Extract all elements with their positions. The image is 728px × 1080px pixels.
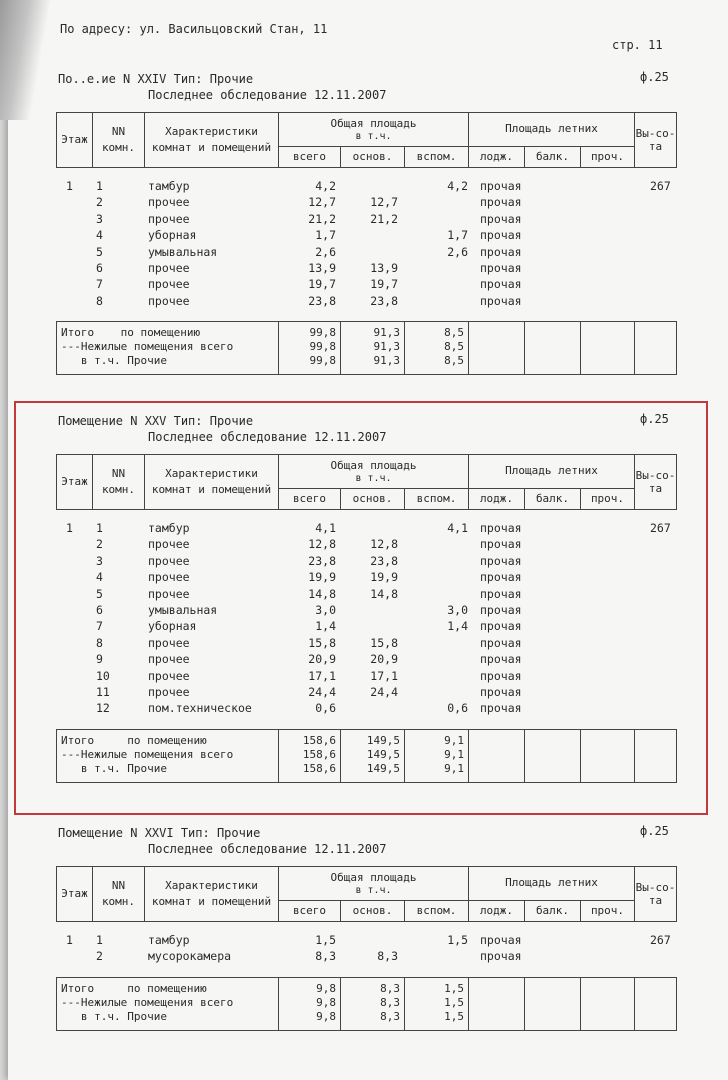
totals-area-aux: [405, 729, 469, 782]
total-label: в т.ч. Прочие: [61, 1009, 167, 1023]
totals-area-aux: [405, 322, 469, 375]
floor-cell: 1: [66, 179, 73, 193]
area-aux-cell: 1,4: [447, 619, 468, 634]
totals-other: [581, 729, 635, 782]
page-fold-shadow: [0, 0, 52, 120]
table-row: [56, 651, 676, 667]
totals-area-main: [341, 977, 405, 1030]
aux-value: 8,5: [444, 326, 464, 340]
totals-other: [581, 977, 635, 1030]
col-height: Вы-со-та: [635, 455, 677, 510]
summer-cell: прочая: [480, 933, 522, 947]
area-main-cell: 20,9: [370, 652, 398, 667]
col-area-aux: вспом.: [405, 488, 469, 509]
room-name-cell: прочее: [148, 277, 190, 292]
area-total-cell: 19,9: [308, 570, 336, 585]
area-aux-cell: 3,0: [447, 602, 468, 617]
incl-label: в т.ч.: [355, 131, 392, 143]
total-label: ---Нежилые помещения всего: [61, 340, 234, 354]
summer-cell: прочая: [480, 195, 522, 210]
room-name-cell: прочее: [148, 570, 190, 585]
col-total-area: [279, 455, 469, 489]
survey-date: Последнее обследование 12.11.2007: [148, 88, 387, 102]
area-total-cell: 17,1: [308, 668, 336, 683]
summer-cell: прочая: [480, 260, 522, 275]
aux-value: 8,5: [444, 354, 464, 368]
form-code: ф.25: [640, 824, 669, 838]
col-balcony: балк.: [525, 488, 581, 509]
area-total-cell: 4,2: [315, 179, 336, 193]
col-area-main: основ.: [341, 146, 405, 167]
table-row: [56, 586, 676, 602]
summer-cell: прочая: [480, 586, 522, 601]
col-area-total: всего: [279, 146, 341, 167]
col-floor: Этаж: [57, 113, 93, 168]
room-number-cell: 2: [96, 949, 103, 964]
totals-area-aux: [405, 977, 469, 1030]
col-characteristics: Характеристики комнат и помещений: [145, 867, 279, 922]
room-number-cell: 4: [96, 228, 103, 243]
table-row: [56, 948, 676, 964]
summer-cell: прочая: [480, 244, 522, 259]
room-name-cell: тамбур: [148, 933, 190, 947]
table-row: [56, 536, 676, 552]
table-row: [56, 932, 676, 948]
table-row: [56, 244, 676, 260]
room-name-cell: прочее: [148, 260, 190, 275]
room-name-cell: умывальная: [148, 602, 218, 617]
table-row: [56, 668, 676, 684]
total-label: Итого по помещению: [61, 326, 201, 340]
area-total-cell: 4,1: [315, 521, 336, 535]
summer-cell: прочая: [480, 668, 522, 683]
room-number-cell: 1: [96, 933, 103, 947]
area-total-cell: 1,7: [315, 228, 336, 243]
totals-area-total: [279, 729, 341, 782]
col-floor: Этаж: [57, 455, 93, 510]
total-value: 99,8: [309, 354, 336, 368]
room-number-cell: 1: [96, 521, 103, 535]
main-value: 149,5: [366, 747, 400, 761]
table-row: [56, 553, 676, 569]
room-name-cell: прочее: [148, 684, 190, 699]
totals-height: [635, 729, 677, 782]
total-label: Итого по помещению: [61, 733, 207, 747]
floor-cell: 1: [66, 933, 73, 947]
table-header: [56, 112, 677, 168]
room-name-cell: прочее: [148, 293, 190, 308]
incl-label: в т.ч.: [355, 473, 392, 485]
height-cell: 267: [650, 179, 671, 193]
table-row: [56, 276, 676, 292]
area-total-cell: 24,4: [308, 684, 336, 699]
floor-cell: 1: [66, 521, 73, 535]
summer-cell: прочая: [480, 570, 522, 585]
aux-value: 1,5: [444, 981, 464, 995]
summer-cell: прочая: [480, 701, 522, 716]
area-main-cell: 8,3: [377, 949, 398, 964]
totals-loggia: [469, 322, 525, 375]
table-row: [56, 635, 676, 651]
main-value: 149,5: [366, 761, 400, 775]
room-number-cell: 10: [96, 668, 110, 683]
room-number-cell: 7: [96, 619, 103, 634]
table-row: [56, 569, 676, 585]
room-name-cell: уборная: [148, 228, 197, 243]
summer-cell: прочая: [480, 684, 522, 699]
totals-balcony: [525, 729, 581, 782]
col-total-area: [279, 867, 469, 901]
totals-area-total: [279, 322, 341, 375]
total-label: в т.ч. Прочие: [61, 761, 167, 775]
summer-cell: прочая: [480, 521, 522, 535]
col-area-aux: вспом.: [405, 900, 469, 921]
section-title: Помещение N XXV Тип: Прочие: [58, 414, 254, 428]
form-code: ф.25: [640, 412, 669, 426]
col-loggia: лодж.: [469, 146, 525, 167]
area-main-cell: 24,4: [370, 684, 398, 699]
aux-value: 1,5: [444, 1009, 464, 1023]
summer-cell: прочая: [480, 211, 522, 226]
col-height: Вы-со-та: [635, 113, 677, 168]
col-total-area: [279, 113, 469, 147]
totals-balcony: [525, 977, 581, 1030]
area-total-cell: 1,5: [315, 933, 336, 947]
room-name-cell: прочее: [148, 537, 190, 552]
summer-cell: прочая: [480, 635, 522, 650]
total-value: 9,8: [316, 1009, 336, 1023]
area-main-cell: 14,8: [370, 586, 398, 601]
col-area-aux: вспом.: [405, 146, 469, 167]
summer-cell: прочая: [480, 228, 522, 243]
totals-area-main: [341, 729, 405, 782]
col-loggia: лодж.: [469, 900, 525, 921]
area-total-cell: 0,6: [315, 701, 336, 716]
totals-height: [635, 977, 677, 1030]
area-aux-cell: 4,2: [447, 179, 468, 193]
area-main-cell: 23,8: [370, 293, 398, 308]
main-value: 91,3: [373, 340, 400, 354]
area-main-cell: 21,2: [370, 211, 398, 226]
table-header: [56, 454, 677, 510]
table-row: [56, 684, 676, 700]
area-main-cell: 13,9: [370, 260, 398, 275]
room-number-cell: 9: [96, 652, 103, 667]
area-main-cell: 15,8: [370, 635, 398, 650]
table-row: [56, 618, 676, 634]
room-number-cell: 6: [96, 602, 103, 617]
main-value: 8,3: [380, 981, 400, 995]
area-main-cell: 12,8: [370, 537, 398, 552]
main-value: 91,3: [373, 354, 400, 368]
total-label: ---Нежилые помещения всего: [61, 995, 234, 1009]
room-name-cell: прочее: [148, 211, 190, 226]
room-number-cell: 5: [96, 586, 103, 601]
area-aux-cell: 4,1: [447, 521, 468, 535]
main-value: 8,3: [380, 995, 400, 1009]
area-total-cell: 23,8: [308, 553, 336, 568]
table-row: [56, 178, 676, 194]
room-name-cell: прочее: [148, 652, 190, 667]
total-area-label: Общая площадь: [330, 459, 417, 473]
total-value: 99,8: [309, 340, 336, 354]
totals-loggia: [469, 977, 525, 1030]
totals-loggia: [469, 729, 525, 782]
col-room-number: NN комн.: [93, 455, 145, 510]
aux-value: 9,1: [444, 747, 464, 761]
summer-cell: прочая: [480, 293, 522, 308]
col-summer-area: Площадь летних: [469, 867, 635, 901]
area-aux-cell: 0,6: [447, 701, 468, 716]
room-number-cell: 8: [96, 293, 103, 308]
total-label: в т.ч. Прочие: [61, 354, 167, 368]
table-row: [56, 293, 676, 309]
total-label: ---Нежилые помещения всего: [61, 747, 234, 761]
room-name-cell: умывальная: [148, 244, 218, 259]
survey-date: Последнее обследование 12.11.2007: [148, 430, 387, 444]
height-cell: 267: [650, 933, 671, 947]
area-aux-cell: 1,7: [447, 228, 468, 243]
totals-labels: [57, 322, 279, 375]
room-name-cell: прочее: [148, 586, 190, 601]
summer-cell: прочая: [480, 277, 522, 292]
area-main-cell: 12,7: [370, 195, 398, 210]
col-area-main: основ.: [341, 488, 405, 509]
area-total-cell: 20,9: [308, 652, 336, 667]
totals-other: [581, 322, 635, 375]
summer-cell: прочая: [480, 553, 522, 568]
totals-area-total: [279, 977, 341, 1030]
area-total-cell: 15,8: [308, 635, 336, 650]
totals-height: [635, 322, 677, 375]
col-balcony: балк.: [525, 900, 581, 921]
table-row: [56, 194, 676, 210]
room-name-cell: прочее: [148, 553, 190, 568]
room-name-cell: прочее: [148, 635, 190, 650]
aux-value: 9,1: [444, 761, 464, 775]
main-value: 8,3: [380, 1009, 400, 1023]
area-main-cell: 19,7: [370, 277, 398, 292]
area-total-cell: 1,4: [315, 619, 336, 634]
col-area-total: всего: [279, 488, 341, 509]
area-main-cell: 23,8: [370, 553, 398, 568]
total-value: 158,6: [302, 747, 336, 761]
room-number-cell: 2: [96, 195, 103, 210]
area-total-cell: 14,8: [308, 586, 336, 601]
col-area-total: всего: [279, 900, 341, 921]
col-room-number: NN комн.: [93, 867, 145, 922]
summer-cell: прочая: [480, 179, 522, 193]
col-balcony: балк.: [525, 146, 581, 167]
main-value: 149,5: [366, 733, 400, 747]
col-floor: Этаж: [57, 867, 93, 922]
section-title: По..е.ие N XXIV Тип: Прочие: [58, 72, 254, 86]
room-number-cell: 12: [96, 701, 110, 716]
incl-label: в т.ч.: [355, 885, 392, 897]
area-total-cell: 2,6: [315, 244, 336, 259]
totals-table: [56, 977, 677, 1031]
room-number-cell: 8: [96, 635, 103, 650]
col-characteristics: Характеристики комнат и помещений: [145, 113, 279, 168]
col-summer-area: Площадь летних: [469, 113, 635, 147]
aux-value: 1,5: [444, 995, 464, 1009]
room-rows: [56, 520, 676, 717]
area-total-cell: 13,9: [308, 260, 336, 275]
room-number-cell: 6: [96, 260, 103, 275]
page-number: стр. 11: [612, 38, 663, 52]
summer-cell: прочая: [480, 537, 522, 552]
room-name-cell: уборная: [148, 619, 197, 634]
col-characteristics: Характеристики комнат и помещений: [145, 455, 279, 510]
totals-table: [56, 321, 677, 375]
total-value: 99,8: [309, 326, 336, 340]
summer-cell: прочая: [480, 619, 522, 634]
room-number-cell: 11: [96, 684, 110, 699]
col-room-number: NN комн.: [93, 113, 145, 168]
height-cell: 267: [650, 521, 671, 535]
room-number-cell: 1: [96, 179, 103, 193]
totals-area-main: [341, 322, 405, 375]
area-aux-cell: 1,5: [447, 933, 468, 947]
total-area-label: Общая площадь: [330, 871, 417, 885]
col-other: проч.: [581, 488, 635, 509]
room-number-cell: 7: [96, 277, 103, 292]
aux-value: 9,1: [444, 733, 464, 747]
area-total-cell: 19,7: [308, 277, 336, 292]
area-total-cell: 23,8: [308, 293, 336, 308]
room-name-cell: тамбур: [148, 521, 190, 535]
totals-balcony: [525, 322, 581, 375]
total-value: 9,8: [316, 981, 336, 995]
room-rows: [56, 178, 676, 309]
total-value: 158,6: [302, 733, 336, 747]
total-value: 9,8: [316, 995, 336, 1009]
room-number-cell: 3: [96, 211, 103, 226]
table-row: [56, 520, 676, 536]
area-total-cell: 8,3: [315, 949, 336, 964]
main-value: 91,3: [373, 326, 400, 340]
total-label: Итого по помещению: [61, 981, 207, 995]
room-number-cell: 2: [96, 537, 103, 552]
room-name-cell: прочее: [148, 195, 190, 210]
table-row: [56, 602, 676, 618]
area-main-cell: 19,9: [370, 570, 398, 585]
area-total-cell: 3,0: [315, 602, 336, 617]
table-row: [56, 211, 676, 227]
section-title: Помещение N XXVI Тип: Прочие: [58, 826, 261, 840]
address-line: По адресу: ул. Васильцовский Стан, 11: [60, 22, 328, 36]
room-name-cell: пом.техническое: [148, 701, 252, 716]
room-name-cell: тамбур: [148, 179, 190, 193]
col-other: проч.: [581, 900, 635, 921]
col-area-main: основ.: [341, 900, 405, 921]
col-height: Вы-со-та: [635, 867, 677, 922]
room-name-cell: мусорокамера: [148, 949, 232, 964]
survey-date: Последнее обследование 12.11.2007: [148, 842, 387, 856]
room-rows: [56, 932, 676, 965]
total-value: 158,6: [302, 761, 336, 775]
room-name-cell: прочее: [148, 668, 190, 683]
table-row: [56, 260, 676, 276]
aux-value: 8,5: [444, 340, 464, 354]
summer-cell: прочая: [480, 949, 522, 964]
room-number-cell: 5: [96, 244, 103, 259]
table-row: [56, 700, 676, 716]
form-code: ф.25: [640, 70, 669, 84]
col-other: проч.: [581, 146, 635, 167]
area-main-cell: 17,1: [370, 668, 398, 683]
area-aux-cell: 2,6: [447, 244, 468, 259]
area-total-cell: 12,8: [308, 537, 336, 552]
totals-table: [56, 729, 677, 783]
col-loggia: лодж.: [469, 488, 525, 509]
table-header: [56, 866, 677, 922]
total-area-label: Общая площадь: [330, 117, 417, 131]
room-number-cell: 4: [96, 570, 103, 585]
summer-cell: прочая: [480, 602, 522, 617]
totals-labels: [57, 977, 279, 1030]
table-row: [56, 227, 676, 243]
totals-labels: [57, 729, 279, 782]
area-total-cell: 12,7: [308, 195, 336, 210]
area-total-cell: 21,2: [308, 211, 336, 226]
room-number-cell: 3: [96, 553, 103, 568]
summer-cell: прочая: [480, 652, 522, 667]
col-summer-area: Площадь летних: [469, 455, 635, 489]
